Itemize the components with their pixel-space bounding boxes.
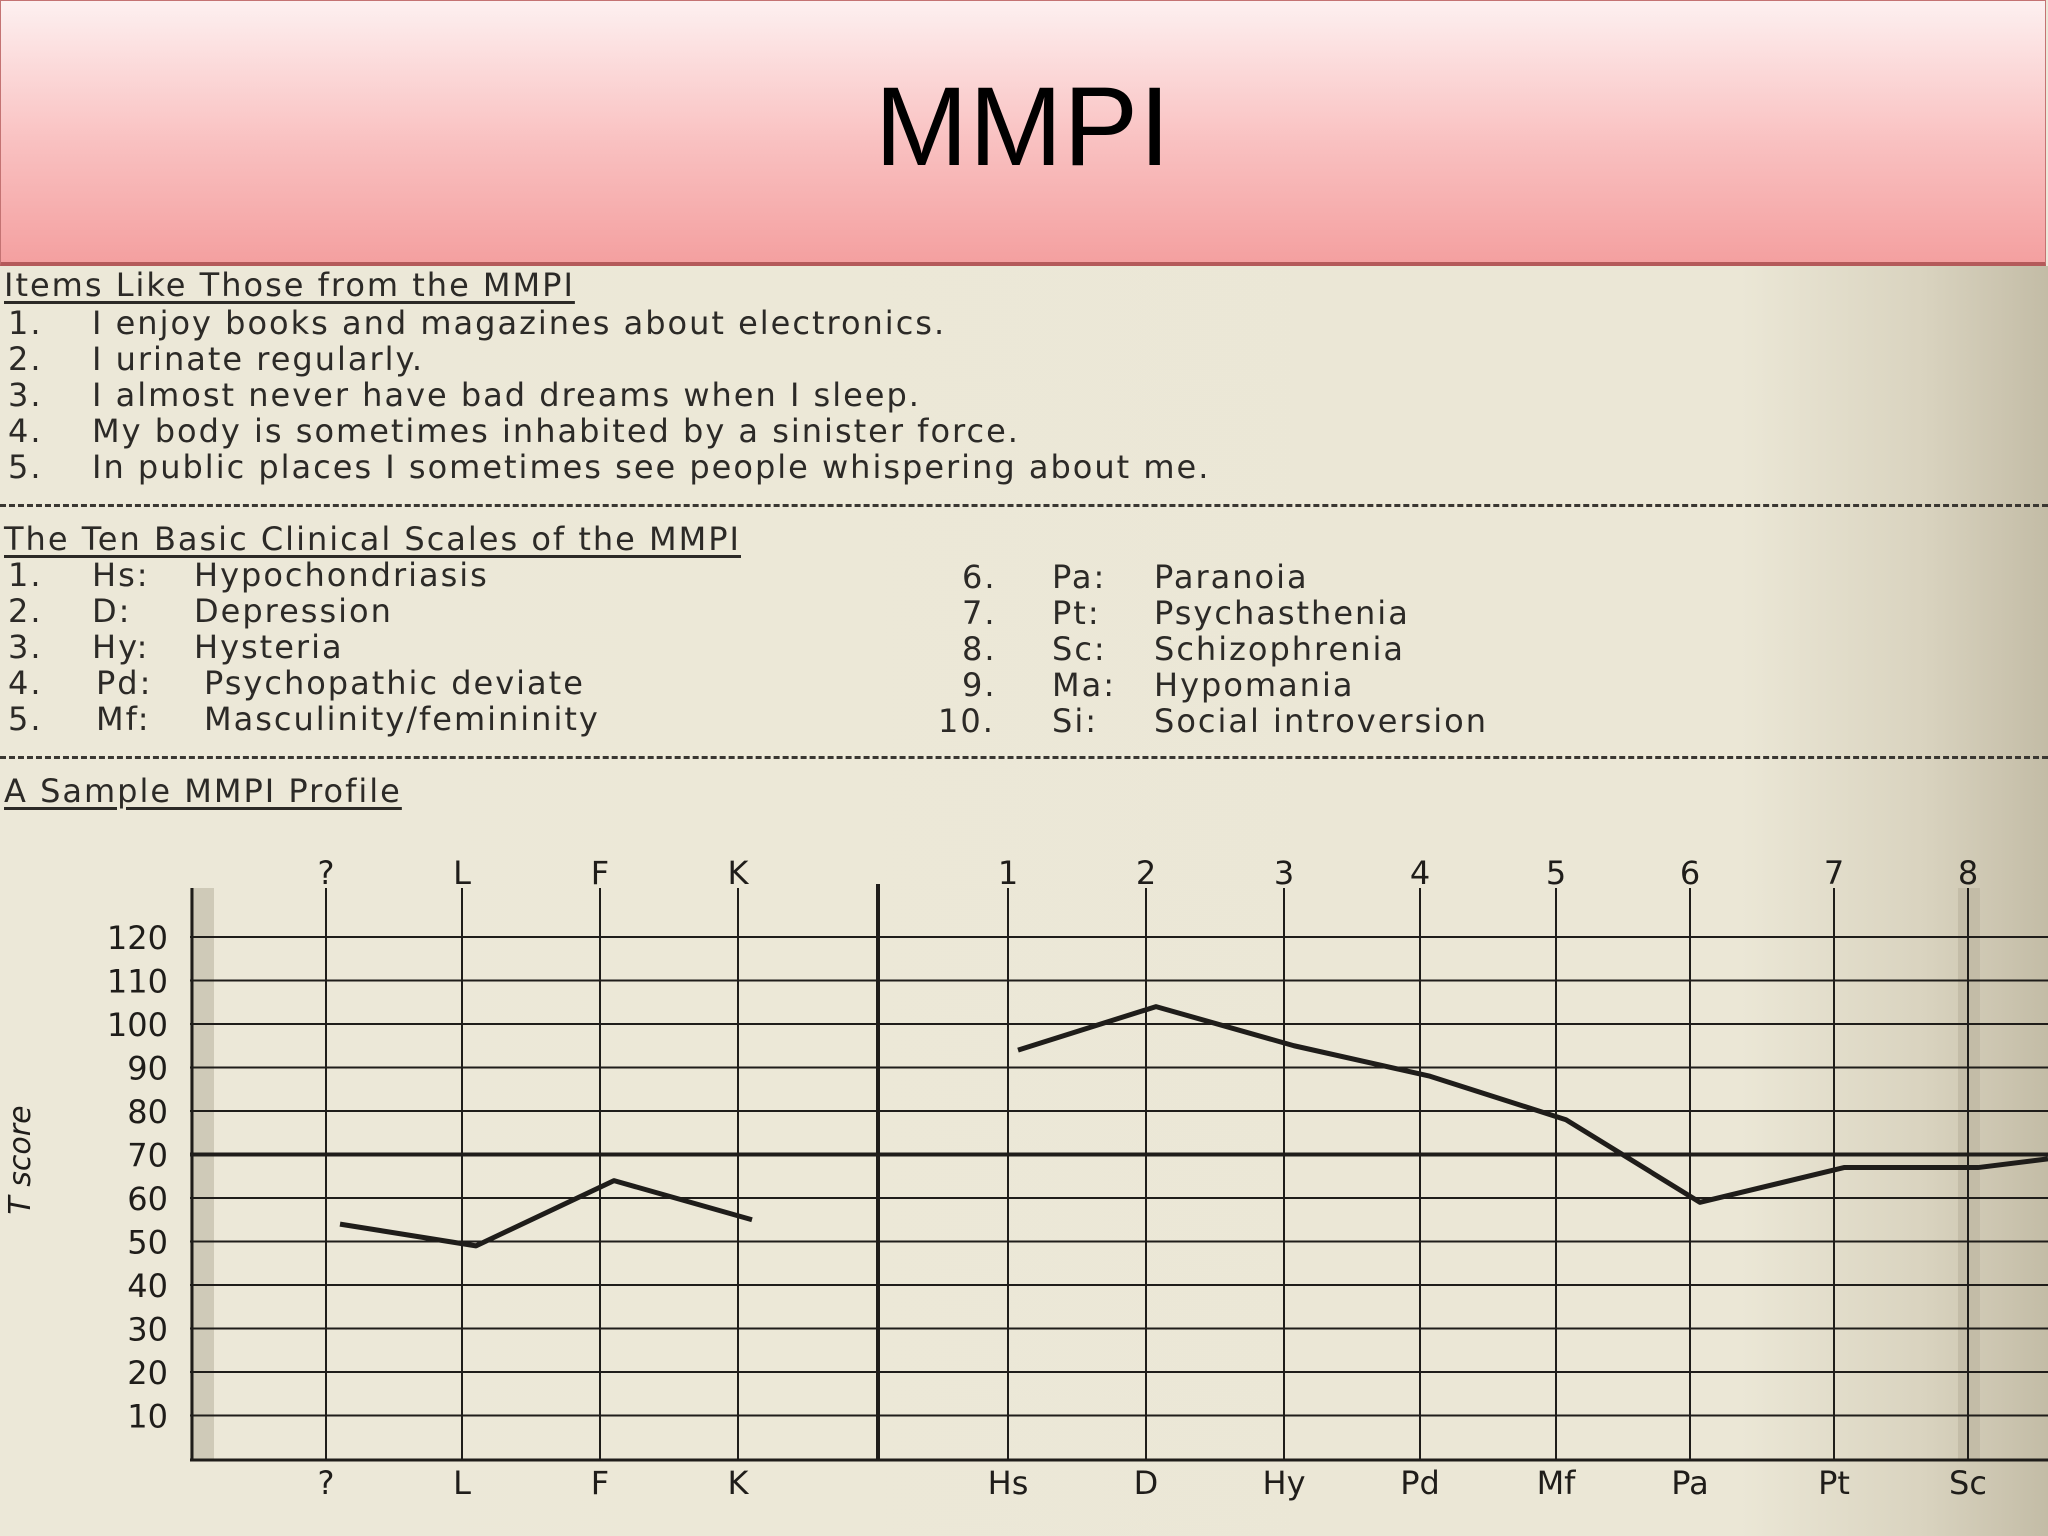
profile-heading: A Sample MMPI Profile [4,772,402,810]
top-axis-label: F [590,854,610,892]
item-text: In public places I sometimes see people whispering about me. [92,448,1211,486]
item-text: I enjoy books and magazines about electronics. [92,304,947,342]
item-number: 2. [8,340,43,378]
scale-name: Hysteria [194,628,344,666]
scale-name: Masculinity/femininity [204,700,600,738]
top-axis-labels [318,854,1979,892]
scale-number: 10. [938,702,995,740]
y-tick-label: 50 [127,1223,168,1262]
scale-abbr: D: [92,592,132,630]
y-tick-label: 30 [127,1310,168,1349]
bottom-axis-label: Hs [987,1464,1029,1502]
clinical-scales-line [1018,1007,2048,1203]
scale-number: 8. [962,630,997,668]
bottom-axis-labels [318,1464,1987,1502]
items-heading: Items Like Those from the MMPI [4,266,575,304]
profile-lines [340,1007,2048,1246]
top-axis-label: 8 [1957,854,1979,892]
item-number: 5. [8,448,43,486]
bottom-axis-label: D [1133,1464,1159,1502]
scale-abbr: Sc: [1052,630,1107,668]
item-text: I urinate regularly. [92,340,425,378]
scale-number: 9. [962,666,997,704]
top-axis-label: 1 [997,854,1019,892]
y-tick-label: 40 [127,1267,168,1305]
slide-title: MMPI [874,64,1172,189]
y-tick-label: 110 [106,962,168,1001]
top-axis-label: 4 [1409,854,1431,892]
top-axis-label: 3 [1273,854,1295,892]
y-tick-label: 80 [127,1093,168,1131]
bottom-axis-label: Sc [1949,1464,1987,1502]
scale-abbr: Ma: [1052,666,1116,704]
y-tick-label: 70 [127,1136,168,1175]
scale-abbr: Pd: [96,664,153,702]
item-text: I almost never have bad dreams when I sleep. [92,376,921,414]
y-tick-label: 60 [127,1180,168,1218]
top-axis-label: 2 [1135,854,1157,892]
scale-abbr: Pt: [1052,594,1101,632]
bottom-axis-label: F [590,1464,610,1502]
scale-name: Paranoia [1154,558,1309,596]
top-axis-label: 6 [1679,854,1701,892]
item-number: 1. [8,304,43,342]
scale-number: 4. [8,664,43,702]
y-tick-labels [3,919,168,1436]
item-text: My body is sometimes inhabited by a sinister force. [92,412,1020,450]
scale-name: Social introversion [1154,702,1488,740]
scale-name: Hypochondriasis [194,556,489,594]
top-axis-label: 7 [1823,854,1845,892]
scale-abbr: Si: [1052,702,1098,740]
scale-name: Hypomania [1154,666,1355,704]
item-number: 4. [8,412,43,450]
y-tick-label: 100 [106,1006,168,1044]
scale-name: Schizophrenia [1154,630,1405,668]
bottom-axis-label: Hy [1262,1464,1306,1502]
top-axis-label: K [727,854,749,892]
bottom-axis-label: K [727,1464,749,1502]
y-tick-label: 90 [127,1049,168,1088]
scale-number: 3. [8,628,43,666]
bottom-axis-label: Mf [1536,1464,1576,1502]
y-tick-label: 120 [106,919,168,957]
scale-abbr: Hs: [92,556,150,594]
bottom-axis-label: Pt [1818,1464,1850,1502]
scale-number: 2. [8,592,43,630]
top-axis-label: 5 [1545,854,1567,892]
scale-abbr: Hy: [92,628,150,666]
scale-name: Depression [194,592,393,630]
scales-heading: The Ten Basic Clinical Scales of the MMPI [4,520,741,558]
scale-number: 7. [962,594,997,632]
y-tick-label: 10 [127,1397,168,1436]
validity-scales-line [340,1181,752,1246]
bottom-axis-label: L [453,1464,471,1502]
scale-number: 5. [8,700,43,738]
y-tick-label: 20 [127,1354,168,1392]
bottom-axis-label: Pa [1671,1464,1709,1502]
item-number: 3. [8,376,43,414]
scale-number: 6. [962,558,997,596]
scale-abbr: Mf: [96,700,151,738]
scale-name: Psychasthenia [1154,594,1410,632]
bottom-axis-label: Pd [1400,1464,1440,1502]
scale-name: Psychopathic deviate [204,664,585,702]
bottom-axis-label: ? [317,1464,335,1502]
scale-number: 1. [8,556,43,594]
top-axis-label: ? [317,854,335,892]
top-axis-label: L [453,854,471,892]
plot-left-band [190,888,214,1460]
y-axis-label: T score [3,1105,38,1215]
scale-abbr: Pa: [1052,558,1107,596]
chart-grid [190,884,2048,1460]
